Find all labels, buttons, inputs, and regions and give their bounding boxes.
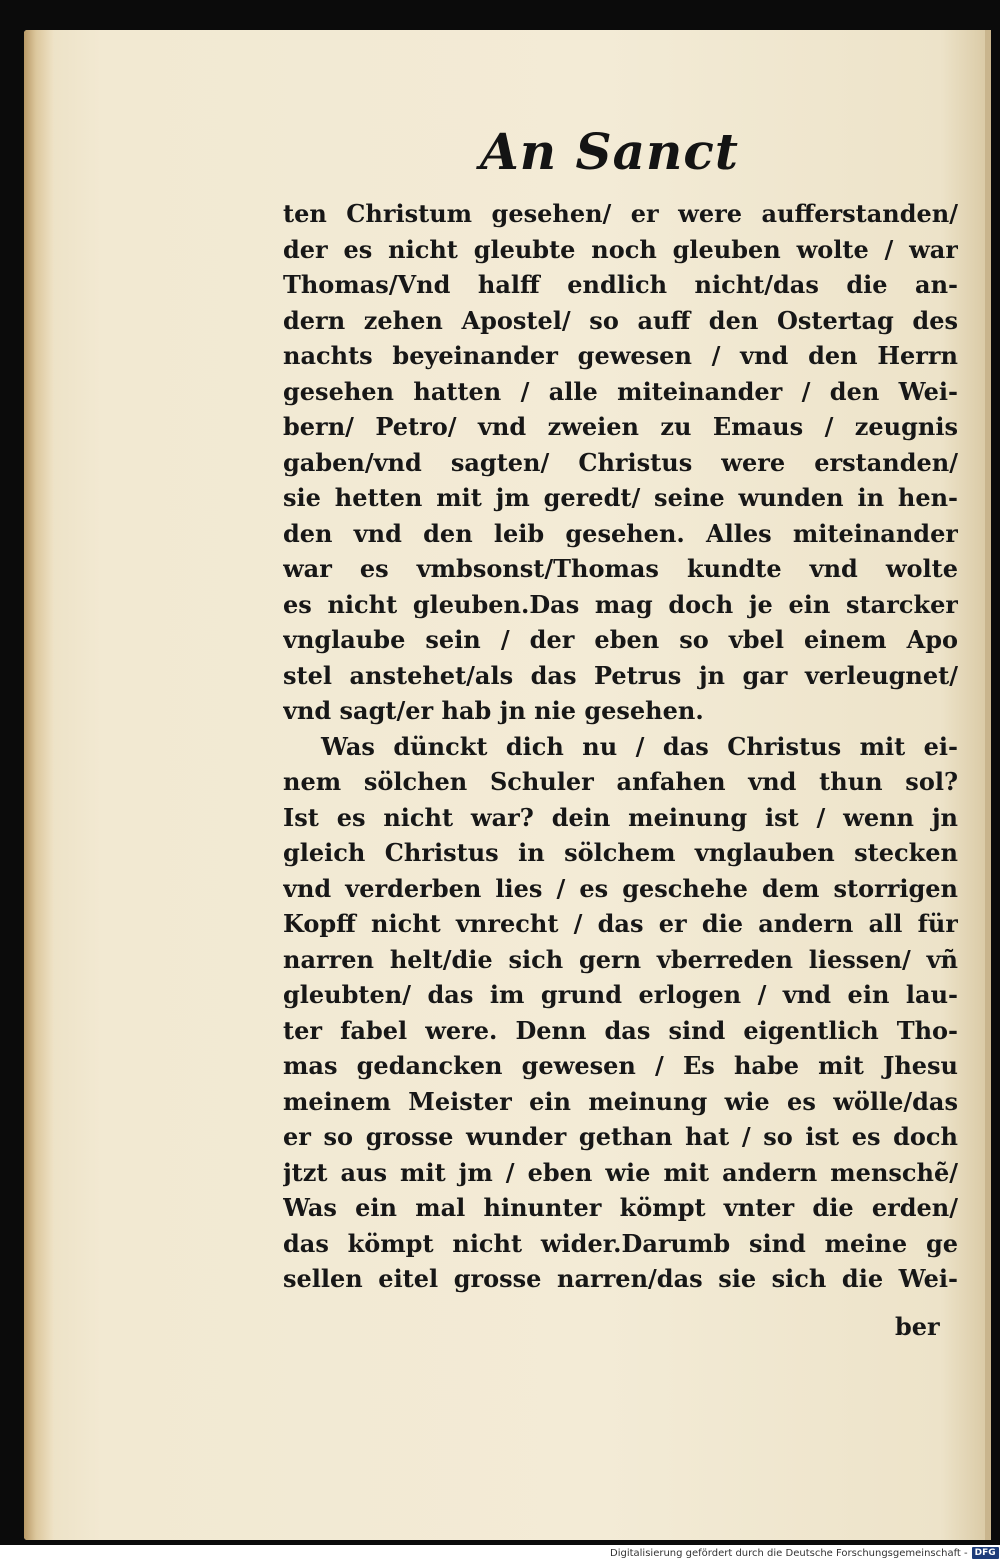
text-line: er so grosse wunder gethan hat / so ist es doch	[283, 1122, 958, 1151]
text-line: Thomas/Vnd halff endlich nicht/das die an-	[283, 270, 958, 299]
text-line: Was ein mal hinunter kömpt vnter die erden/	[283, 1193, 958, 1222]
text-line: der es nicht gleubte noch gleuben wolte / war	[283, 234, 958, 264]
text-line: Ist es nicht war? dein meinung ist / wenn jn	[283, 802, 958, 832]
text-line: gleich Christus in sölchem vnglauben stecken	[283, 838, 958, 867]
catchword: ber	[895, 1312, 940, 1341]
text-line: das kömpt nicht wider.Darumb sind meine ge	[283, 1228, 958, 1258]
text-line: es nicht gleuben.Das mag doch je ein starcker	[283, 589, 958, 619]
text-line: dern zehen Apostel/ so auff den Ostertag des	[283, 305, 958, 335]
dfg-logo: DFG	[972, 1547, 999, 1559]
text-line: sie hetten mit jm geredt/ seine wunden in hen-	[283, 483, 958, 512]
text-line: gesehen hatten / alle miteinander / den Wei-	[283, 376, 958, 406]
text-line: gleubten/ das im grund erlogen / vnd ein lau-	[283, 980, 958, 1009]
text-line: stel anstehet/als das Petrus jn gar verleugnet/	[283, 660, 958, 690]
text-line: Was dünckt dich nu / das Christus mit ei-	[321, 731, 958, 761]
text-line: vnd verderben lies / es geschehe dem storrigen	[283, 873, 958, 903]
digitization-credit	[610, 1546, 998, 1560]
text-line: ten Christum gesehen/ er were aufferstanden/	[283, 199, 958, 228]
running-head: An Sanct	[480, 122, 739, 181]
text-line: bern/ Petro/ vnd zweien zu Emaus / zeugnis	[283, 412, 958, 441]
text-line: vnglaube sein / der eben so vbel einem Apo	[283, 625, 958, 654]
text-line: vnd sagt/er hab jn nie gesehen.	[283, 696, 704, 725]
text-line: Kopff nicht vnrecht / das er die andern all für	[283, 909, 958, 938]
text-line: meinem Meister ein meinung wie es wölle/das	[283, 1086, 958, 1116]
text-line: nachts beyeinander gewesen / vnd den Herrn	[283, 341, 958, 370]
text-line: narren helt/die sich gern vberreden liessen/ vñ	[283, 944, 958, 974]
footer-text: Digitalisierung gefördert durch die Deutsche Forschungsgemeinschaft -	[610, 1547, 968, 1559]
page-gutter	[24, 30, 54, 1540]
page-edge	[985, 30, 991, 1540]
text-line: mas gedancken gewesen / Es habe mit Jhesu	[283, 1051, 958, 1080]
text-line: sellen eitel grosse narren/das sie sich die Wei-	[283, 1264, 958, 1293]
text-line: war es vmbsonst/Thomas kundte vnd wolte	[283, 554, 958, 583]
text-line: gaben/vnd sagten/ Christus were erstanden/	[283, 447, 958, 477]
text-line: ter fabel were. Denn das sind eigentlich Tho-	[283, 1015, 958, 1045]
text-line: jtzt aus mit jm / eben wie mit andern menschẽ/	[283, 1157, 958, 1187]
body-text	[283, 196, 958, 1297]
text-line: den vnd den leib gesehen. Alles miteinander	[283, 518, 958, 548]
text-line: nem sölchen Schuler anfahen vnd thun sol?	[283, 767, 958, 796]
